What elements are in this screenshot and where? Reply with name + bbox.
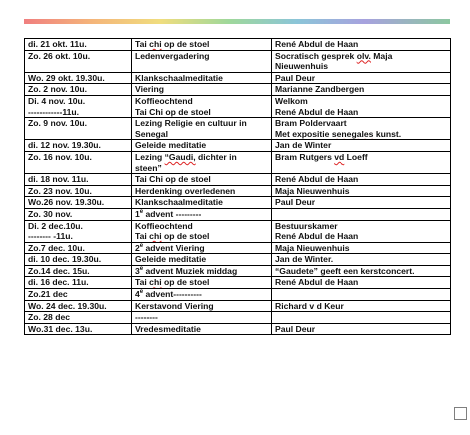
event-cell-line: Tai chi op de stoel — [135, 231, 210, 242]
person-cell — [272, 118, 451, 140]
date-cell-line: Zo. 2 nov. 10u. — [28, 84, 88, 95]
person-cell-line: Marianne Zandbergen — [275, 84, 365, 95]
person-cell — [272, 323, 451, 335]
rainbow-divider — [24, 19, 450, 24]
person-cell-line: Jan de Winter — [275, 140, 332, 151]
date-cell — [25, 118, 132, 140]
person-cell — [272, 300, 451, 312]
event-cell-line: Lezing “Gaudi, dichter in — [135, 151, 237, 162]
date-cell — [25, 84, 132, 96]
person-cell — [272, 312, 451, 324]
table-row — [25, 312, 451, 324]
table-row — [25, 197, 451, 209]
person-cell — [272, 220, 451, 242]
date-cell-line: di. 12 nov. 19.30u. — [28, 140, 101, 151]
event-cell-line: Tai chi op de stoel — [135, 277, 210, 288]
date-cell — [25, 323, 132, 335]
event-cell-line: Koffieochtend — [135, 220, 193, 231]
date-cell-line: Wo. 29 okt. 19.30u. — [28, 72, 105, 83]
event-cell — [132, 220, 272, 242]
person-cell-line: Paul Deur — [275, 323, 316, 334]
event-cell-line: 2e advent Viering — [135, 242, 205, 253]
date-cell-line: Di. 4 nov. 10u. — [28, 95, 86, 106]
date-cell-line: Di. 2 dec.10u. — [28, 220, 83, 231]
table-row — [25, 140, 451, 152]
event-cell — [132, 39, 272, 51]
table-row — [25, 39, 451, 51]
date-cell-line: -------- -11u. — [28, 231, 73, 242]
event-cell — [132, 197, 272, 209]
table-row — [25, 84, 451, 96]
person-cell — [272, 197, 451, 209]
event-cell-line: Ledenvergadering — [135, 50, 210, 61]
date-cell — [25, 95, 132, 117]
date-cell — [25, 300, 132, 312]
date-cell-line: di. 21 okt. 11u. — [28, 39, 87, 49]
date-cell-line: Zo. 9 nov. 10u. — [28, 118, 88, 129]
event-cell — [132, 151, 272, 173]
event-cell-line: -------- — [135, 312, 158, 323]
event-cell-line: Lezing Religie en cultuur in — [135, 118, 247, 129]
event-cell — [132, 300, 272, 312]
person-cell-line: Welkom — [275, 95, 308, 106]
person-cell-line: Met expositie senegales kunst. — [275, 128, 402, 139]
event-cell — [132, 84, 272, 96]
person-cell-line: Nieuwenhuis — [275, 61, 329, 72]
date-cell — [25, 174, 132, 186]
table-row — [25, 242, 451, 254]
date-cell-line: di. 16 dec. 11u. — [28, 277, 89, 288]
table-row — [25, 289, 451, 301]
resize-handle[interactable] — [454, 407, 467, 420]
table-row — [25, 50, 451, 72]
person-cell — [272, 174, 451, 186]
event-cell-line: Geleide meditatie — [135, 254, 207, 265]
date-cell-line: Zo. 28 dec — [28, 312, 71, 323]
person-cell — [272, 289, 451, 301]
table-row — [25, 277, 451, 289]
person-cell-line: René Abdul de Haan — [275, 174, 359, 185]
date-cell-line: di. 10 dec. 19.30u. — [28, 254, 102, 265]
person-cell-line: René Abdul de Haan — [275, 231, 359, 242]
event-cell — [132, 72, 272, 84]
event-cell — [132, 242, 272, 254]
person-cell — [272, 151, 451, 173]
table-row — [25, 118, 451, 140]
table-row — [25, 151, 451, 173]
event-cell-line: Vredesmeditatie — [135, 323, 201, 334]
event-cell — [132, 265, 272, 277]
date-cell — [25, 185, 132, 197]
event-cell — [132, 140, 272, 152]
date-cell — [25, 220, 132, 242]
person-cell-line: Maja Nieuwenhuis — [275, 185, 350, 196]
event-cell-line: Tai Chi op de stoel — [135, 106, 211, 117]
person-cell — [272, 140, 451, 152]
person-cell-line: Jan de Winter. — [275, 254, 334, 265]
event-cell-line: Geleide meditatie — [135, 140, 207, 151]
table-row — [25, 300, 451, 312]
event-cell — [132, 289, 272, 301]
date-cell-line: Zo. 16 nov. 10u. — [28, 151, 92, 162]
date-cell — [25, 254, 132, 266]
table-row — [25, 174, 451, 186]
table-row — [25, 208, 451, 220]
date-cell — [25, 197, 132, 209]
person-cell — [272, 208, 451, 220]
date-cell — [25, 39, 132, 51]
schedule-body — [25, 39, 451, 335]
person-cell — [272, 50, 451, 72]
event-cell-line: Herdenking overledenen — [135, 185, 236, 196]
date-cell — [25, 242, 132, 254]
date-cell — [25, 151, 132, 173]
event-cell — [132, 118, 272, 140]
event-cell — [132, 312, 272, 324]
table-row — [25, 265, 451, 277]
event-cell-line: Senegal — [135, 128, 168, 139]
event-cell-line: Klankschaalmeditatie — [135, 197, 223, 208]
date-cell-line: Zo. 23 nov. 10u. — [28, 185, 92, 196]
date-cell-line: Wo.31 dec. 13u. — [28, 323, 93, 334]
person-cell-line: Paul Deur — [275, 72, 316, 83]
event-cell-line: 1e advent --------- — [135, 208, 202, 219]
date-cell-line: di. 18 nov. 11u. — [28, 174, 89, 185]
event-cell — [132, 185, 272, 197]
person-cell-line: Maja Nieuwenhuis — [275, 242, 350, 253]
date-cell-line: Zo. 26 okt. 10u. — [28, 50, 91, 61]
date-cell-line: ------------11u. — [28, 106, 80, 117]
table-row — [25, 95, 451, 117]
event-cell — [132, 95, 272, 117]
date-cell — [25, 72, 132, 84]
date-cell — [25, 312, 132, 324]
event-cell-line: steen” — [135, 162, 162, 173]
date-cell-line: Zo.14 dec. 15u. — [28, 265, 90, 276]
person-cell-line: Socratisch gesprek olv. Maja — [275, 50, 393, 61]
person-cell — [272, 254, 451, 266]
date-cell — [25, 140, 132, 152]
event-cell — [132, 254, 272, 266]
person-cell — [272, 72, 451, 84]
date-cell-line: Zo.7 dec. 10u. — [28, 242, 85, 253]
table-row — [25, 220, 451, 242]
table-row — [25, 254, 451, 266]
person-cell-line: René Abdul de Haan — [275, 106, 359, 117]
person-cell-line: Bram Poldervaart — [275, 118, 347, 129]
person-cell-line: Bestuurskamer — [275, 220, 338, 231]
event-cell-line: Klankschaalmeditatie — [135, 72, 223, 83]
date-cell — [25, 208, 132, 220]
person-cell-line — [275, 209, 447, 220]
date-cell-line: Zo.21 dec — [28, 289, 68, 300]
date-cell — [25, 277, 132, 289]
event-cell-line: Koffieochtend — [135, 95, 193, 106]
table-row — [25, 185, 451, 197]
person-cell — [272, 277, 451, 289]
person-cell-line: Richard v d Keur — [275, 300, 344, 311]
event-cell-line: 4e advent---------- — [135, 289, 202, 300]
event-cell — [132, 50, 272, 72]
person-cell-line — [275, 289, 447, 300]
table-row — [25, 323, 451, 335]
person-cell — [272, 95, 451, 117]
event-cell — [132, 323, 272, 335]
table-row — [25, 72, 451, 84]
date-cell-line: Zo. 30 nov. — [28, 208, 73, 219]
event-cell-line: Tai chi op de stoel — [135, 39, 210, 49]
person-cell-line: Bram Rutgers vd Loeff — [275, 151, 368, 162]
person-cell-line — [275, 312, 447, 323]
person-cell-line: “Gaudete” geeft een kerstconcert. — [275, 265, 415, 276]
person-cell-line: René Abdul de Haan — [275, 277, 359, 288]
person-cell-line: Paul Deur — [275, 197, 316, 208]
event-cell-line: Viering — [135, 84, 164, 95]
event-cell-line: Tai Chi op de stoel — [135, 174, 211, 185]
person-cell — [272, 242, 451, 254]
date-cell — [25, 265, 132, 277]
date-cell-line: Wo. 24 dec. 19.30u. — [28, 300, 107, 311]
date-cell-line: Wo.26 nov. 19.30u. — [28, 197, 105, 208]
date-cell — [25, 289, 132, 301]
person-cell — [272, 265, 451, 277]
person-cell — [272, 39, 451, 51]
person-cell-line: René Abdul de Haan — [275, 39, 359, 49]
event-cell — [132, 174, 272, 186]
person-cell — [272, 185, 451, 197]
event-cell — [132, 208, 272, 220]
date-cell — [25, 50, 132, 72]
event-cell-line: Kerstavond Viering — [135, 300, 214, 311]
person-cell — [272, 84, 451, 96]
schedule-table — [24, 38, 451, 335]
event-cell-line: 3e advent Muziek middag — [135, 265, 238, 276]
event-cell — [132, 277, 272, 289]
